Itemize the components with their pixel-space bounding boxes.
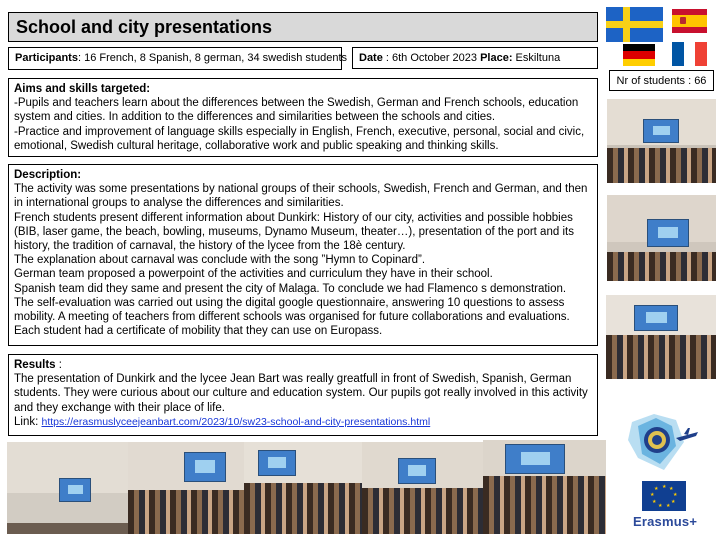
- aims-paragraph: -Pupils and teachers learn about the differences between the Swedish, German and French schools, education system and cities. In addition to the differences and similarities between the schools and cities.: [14, 97, 579, 124]
- place-label: Place:: [480, 52, 513, 64]
- description-heading: Description:: [14, 169, 82, 181]
- presentation-photo: [362, 442, 483, 534]
- students-count: Nr of students : 66: [616, 75, 707, 87]
- presentation-photo: [607, 195, 716, 281]
- erasmus-mascot-icon: [624, 412, 702, 474]
- page-title: School and city presentations: [16, 17, 273, 37]
- participants-label: Participants: [15, 52, 78, 64]
- results-link[interactable]: https://erasmuslyceejeanbart.com/2023/10/sw23-school-and-city-presentations.html: [41, 415, 431, 428]
- date-label: Date: [359, 52, 383, 64]
- spain-flag-icon: [672, 9, 707, 33]
- aims-box: [8, 78, 598, 157]
- group-photo: [483, 440, 606, 534]
- description-paragraph: The self-evaluation was carried out using the digital google questionnaire, answering 10 questions to assess mobility. A meeting of teachers from different schools was organised for future collaborations and evaluations. Each student had a certificate of mobility that they can use on Europass.: [14, 296, 570, 338]
- date-box: [352, 47, 598, 69]
- description-paragraph: The activity was some presentations by national groups of their schools, Swedish, French and German, and then in international groups to analyse the differences and similarities.: [14, 183, 588, 210]
- aims-heading: Aims and skills targeted:: [14, 83, 151, 95]
- presentation-photo: [128, 442, 244, 534]
- link-label: Link:: [14, 415, 42, 428]
- results-box: [8, 354, 598, 436]
- results-text: The presentation of Dunkirk and the lycee Jean Bart was really greatfull in front of Swedish, Spanish, German students. They were curious about our culture and education system. Our pupils got really involved in this activity and they exchange with their place of life.: [14, 373, 588, 414]
- description-paragraph: The explanation about carnaval was conclude with the song ”Hymn to Copinard”.: [14, 254, 426, 267]
- students-count-box: [609, 70, 714, 91]
- results-heading-suffix: :: [55, 359, 62, 371]
- description-box: [8, 164, 598, 346]
- aims-paragraph: -Practice and improvement of language skills especially in English, French, executive, personal, social and civic, emotional, Swedish cultural heritage, collaborative work and public speaking and thinking skills.: [14, 125, 585, 152]
- results-heading: Results: [14, 359, 56, 371]
- description-paragraph: French students present different information about Dunkirk: History of our city, activities and possible hobbies (BIB, laser game, the beach, bowling, museums, Dynamo Museum, theater…), presentation of the port and its history, the tradition of carnaval, the history of the lycee from the 18è century.: [14, 211, 574, 253]
- presentation-photo: [607, 99, 716, 183]
- presentation-photo: [244, 442, 362, 534]
- eu-flag-icon: ★ ★ ★ ★ ★ ★ ★ ★ ★: [642, 481, 686, 511]
- presentation-photo: [7, 442, 128, 534]
- sweden-flag-icon: [606, 7, 663, 42]
- description-paragraph: Spanish team did they same and present the city of Malaga. To conclude we had Flamenco s demonstration.: [14, 282, 567, 295]
- participants-value: : 16 French, 8 Spanish, 8 german, 34 swedish students: [77, 52, 348, 64]
- participants-box: [8, 47, 348, 70]
- description-paragraph: German team proposed a powerpoint of the activities and curriculum they have in their school.: [14, 268, 493, 281]
- date-value: : 6th October 2023: [382, 52, 481, 64]
- germany-flag-icon: [623, 44, 655, 66]
- france-flag-icon: [672, 42, 707, 66]
- group-photo: [606, 295, 716, 379]
- title-box: [8, 12, 598, 42]
- erasmus-logo-text: Erasmus+: [633, 514, 698, 529]
- place-value: Eskiltuna: [512, 52, 561, 64]
